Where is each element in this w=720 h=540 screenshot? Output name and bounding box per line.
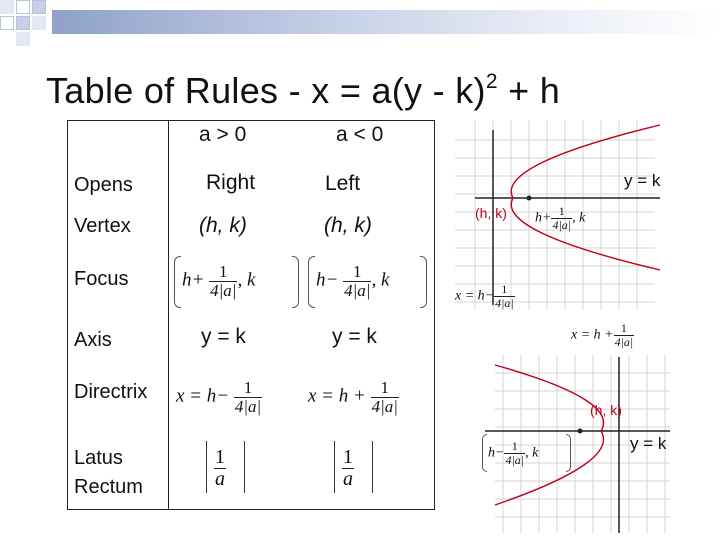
row-label-vertex: Vertex bbox=[74, 215, 131, 237]
latus-negative-abs-left bbox=[334, 441, 335, 493]
col-header-a-negative: a < 0 bbox=[336, 123, 384, 146]
bottom-directrix-annotation: x = h + $\frac{1}{4|a|}$ bbox=[571, 321, 634, 349]
decorative-header bbox=[0, 0, 720, 42]
opens-negative: Left bbox=[325, 172, 361, 195]
col-header-a-positive: a > 0 bbox=[199, 123, 247, 146]
focus-negative-paren-left bbox=[308, 256, 315, 308]
deco-square bbox=[16, 0, 30, 14]
row-label-opens: Opens bbox=[74, 174, 133, 196]
bottom-focus-paren-right bbox=[566, 434, 571, 472]
focus-negative-paren-right bbox=[420, 256, 427, 308]
vertex-negative: (h, k) bbox=[324, 214, 372, 237]
focus-point bbox=[527, 196, 532, 201]
top-directrix-annotation: x = h− $\frac{1}{4|a|}$ bbox=[455, 282, 514, 310]
focus-positive-paren-right bbox=[292, 256, 299, 308]
deco-square bbox=[32, 16, 46, 30]
latus-negative-abs-right bbox=[372, 441, 373, 493]
bottom-focus-annotation: h− $\frac{1}{4|a|}$ , k bbox=[488, 439, 539, 467]
focus-point bbox=[578, 429, 583, 434]
opens-positive: Right bbox=[206, 171, 256, 194]
bottom-axis-label: y = k bbox=[630, 434, 667, 453]
bottom-focus-paren-left bbox=[482, 434, 487, 472]
directrix-negative: x = h + $\frac{1}{4|a|}$ bbox=[308, 378, 398, 416]
latus-positive: $\frac{1}{a}$ bbox=[215, 446, 225, 490]
table-divider bbox=[168, 121, 169, 509]
focus-positive-paren-left bbox=[174, 256, 181, 308]
row-label-latus: Latus bbox=[74, 447, 123, 469]
top-vertex-label: (h, k) bbox=[475, 205, 507, 221]
axis-negative: y = k bbox=[332, 325, 377, 348]
latus-negative: $\frac{1}{a}$ bbox=[343, 446, 353, 490]
rules-table bbox=[67, 120, 435, 510]
focus-negative: h− $\frac{1}{4|a|}$ , k bbox=[316, 262, 390, 300]
focus-positive: h+ $\frac{1}{4|a|}$ , k bbox=[182, 262, 256, 300]
header-gradient-bar bbox=[52, 10, 720, 34]
bottom-vertex-label: (h, k) bbox=[590, 402, 622, 418]
top-axis-label: y = k bbox=[624, 171, 661, 190]
deco-square bbox=[32, 0, 46, 14]
row-label-axis: Axis bbox=[74, 329, 112, 351]
top-focus-annotation: h+ $\frac{1}{4|a|}$ , k bbox=[535, 204, 586, 232]
parabola-curve bbox=[495, 365, 604, 505]
row-label-directrix: Directrix bbox=[74, 381, 148, 403]
latus-positive-abs-right bbox=[244, 441, 245, 493]
deco-square bbox=[16, 32, 30, 46]
deco-square bbox=[16, 16, 30, 30]
row-label-focus: Focus bbox=[74, 268, 129, 290]
axis-positive: y = k bbox=[201, 325, 246, 348]
slide-title: Table of Rules - x = a(y - k)$^2$ + h bbox=[46, 70, 561, 111]
deco-square bbox=[0, 0, 14, 14]
row-label-rectum: Rectum bbox=[74, 476, 143, 498]
deco-square bbox=[0, 16, 14, 30]
latus-positive-abs-left bbox=[206, 441, 207, 493]
vertex-positive: (h, k) bbox=[199, 214, 247, 237]
directrix-positive: x = h− $\frac{1}{4|a|}$ bbox=[176, 378, 262, 416]
